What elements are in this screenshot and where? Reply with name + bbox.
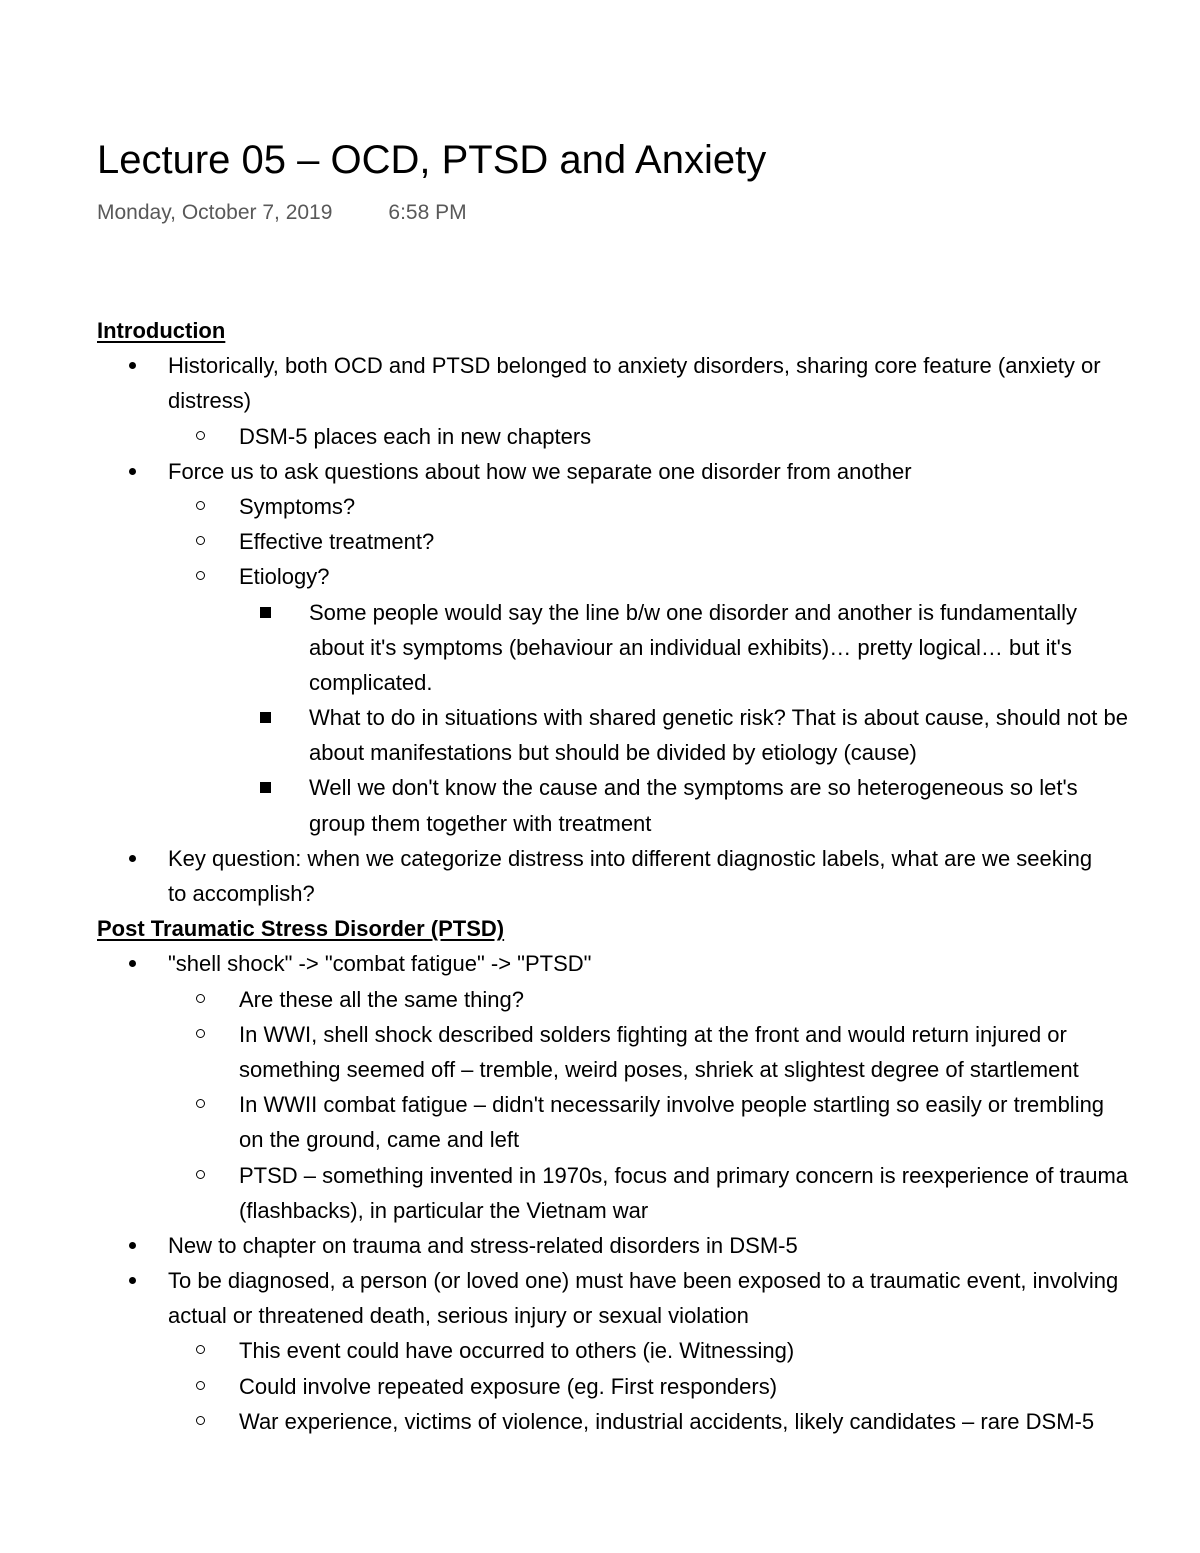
list-item-text: Are these all the same thing? [239,986,524,1012]
list-item [0,1087,1200,1122]
bullet-circle-icon [196,536,205,545]
bullet-disc-icon [129,1277,136,1284]
bullet-disc-icon [129,855,136,862]
list-item [0,876,1200,911]
bullet-circle-icon [196,501,205,510]
bullet-circle-icon [196,1345,205,1354]
bullet-square-icon [260,607,271,618]
list-item [0,383,1200,418]
list-item-text: group them together with treatment [309,810,652,836]
list-item [0,1017,1200,1052]
list-item [0,946,1200,981]
list-item-text: To be diagnosed, a person (or loved one) must have been exposed to a traumatic event, involving [168,1268,1119,1294]
list-item-text: War experience, victims of violence, industrial accidents, likely candidates – rare DSM-5 [239,1408,1095,1434]
list-item [0,1122,1200,1157]
note-time: 6:58 PM [388,201,467,224]
list-item [0,524,1200,559]
note-date: Monday, October 7, 2019 [97,201,333,224]
list-item [0,806,1200,841]
list-item [0,419,1200,454]
list-item-text: "shell shock" -> "combat fatigue" -> "PTSD" [168,951,592,977]
list-item-text: In WWI, shell shock described solders fighting at the front and would return injured or [239,1021,1067,1047]
list-item [0,1404,1200,1439]
list-item-text: PTSD – something invented in 1970s, focus and primary concern is reexperience of trauma [239,1162,1129,1188]
list-item-text: New to chapter on trauma and stress-related disorders in DSM-5 [168,1232,798,1258]
list-item [0,1228,1200,1263]
list-item-text: Etiology? [239,564,330,590]
list-item-text: Force us to ask questions about how we separate one disorder from another [168,458,912,484]
note-body [0,313,1200,1439]
bullet-circle-icon [196,1029,205,1038]
bullet-circle-icon [196,1099,205,1108]
list-item-text: about it's symptoms (behaviour an individual exhibits)… pretty logical… but it's [309,634,1072,660]
list-item-text: Historically, both OCD and PTSD belonged to anxiety disorders, sharing core feature (anxiety or [168,353,1101,379]
list-item [0,1052,1200,1087]
list-item [0,1158,1200,1193]
list-item-text: Well we don't know the cause and the symptoms are so heterogeneous so let's [309,775,1078,801]
bullet-square-icon [260,782,271,793]
list-item [0,841,1200,876]
bullet-disc-icon [129,362,136,369]
bullet-circle-icon [196,431,205,440]
list-item-text: about manifestations but should be divided by etiology (cause) [309,740,917,766]
list-item [0,1298,1200,1333]
list-item [0,489,1200,524]
list-item-text: Could involve repeated exposure (eg. First responders) [239,1373,778,1399]
list-item [0,735,1200,770]
list-item-text: to accomplish? [168,881,315,906]
list-item-text: This event could have occurred to others (ie. Witnessing) [239,1338,795,1364]
bullet-disc-icon [129,1242,136,1249]
list-item [0,1193,1200,1228]
list-item-text: Key question: when we categorize distress into different diagnostic labels, what are we seeking [168,845,1093,871]
note-timestamp [97,199,467,227]
bullet-circle-icon [196,1416,205,1425]
bullet-disc-icon [129,468,136,475]
list-item-text: DSM-5 places each in new chapters [239,423,592,449]
list-item-text: distress) [168,388,252,414]
list-item-text: What to do in situations with shared genetic risk? That is about cause, should not be [309,705,1128,731]
list-item [0,595,1200,630]
list-item [0,665,1200,700]
list-item [0,982,1200,1017]
list-item [0,1333,1200,1368]
list-item-text: In WWII combat fatigue – didn't necessarily involve people startling so easily or trembling [239,1092,1105,1118]
list-item [0,348,1200,383]
list-item [0,1369,1200,1404]
list-item-text: Some people would say the line b/w one disorder and another is fundamentally [309,599,1078,625]
list-item-text: Effective treatment? [239,529,435,555]
section-heading: Post Traumatic Stress Disorder (PTSD) [97,916,505,942]
list-item-text: on the ground, came and left [239,1127,520,1153]
list-item-text: complicated. [309,669,433,695]
list-item [0,1263,1200,1298]
list-item [0,559,1200,594]
bullet-square-icon [260,712,271,723]
list-item [0,630,1200,665]
list-item-text: (flashbacks), in particular the Vietnam war [239,1197,649,1223]
bullet-circle-icon [196,994,205,1003]
list-item-text: something seemed off – tremble, weird poses, shriek at slightest degree of startlement [239,1056,1079,1082]
list-item-text: Symptoms? [239,493,356,519]
bullet-circle-icon [196,1170,205,1179]
bullet-circle-icon [196,1381,205,1390]
page-title: Lecture 05 – OCD, PTSD and Anxiety [97,138,767,182]
bullet-disc-icon [129,960,136,967]
list-item [0,700,1200,735]
list-item-text: actual or threatened death, serious injury or sexual violation [168,1303,749,1329]
bullet-circle-icon [196,571,205,580]
list-item [0,454,1200,489]
section-heading: Introduction [97,318,226,343]
list-item [0,770,1200,805]
